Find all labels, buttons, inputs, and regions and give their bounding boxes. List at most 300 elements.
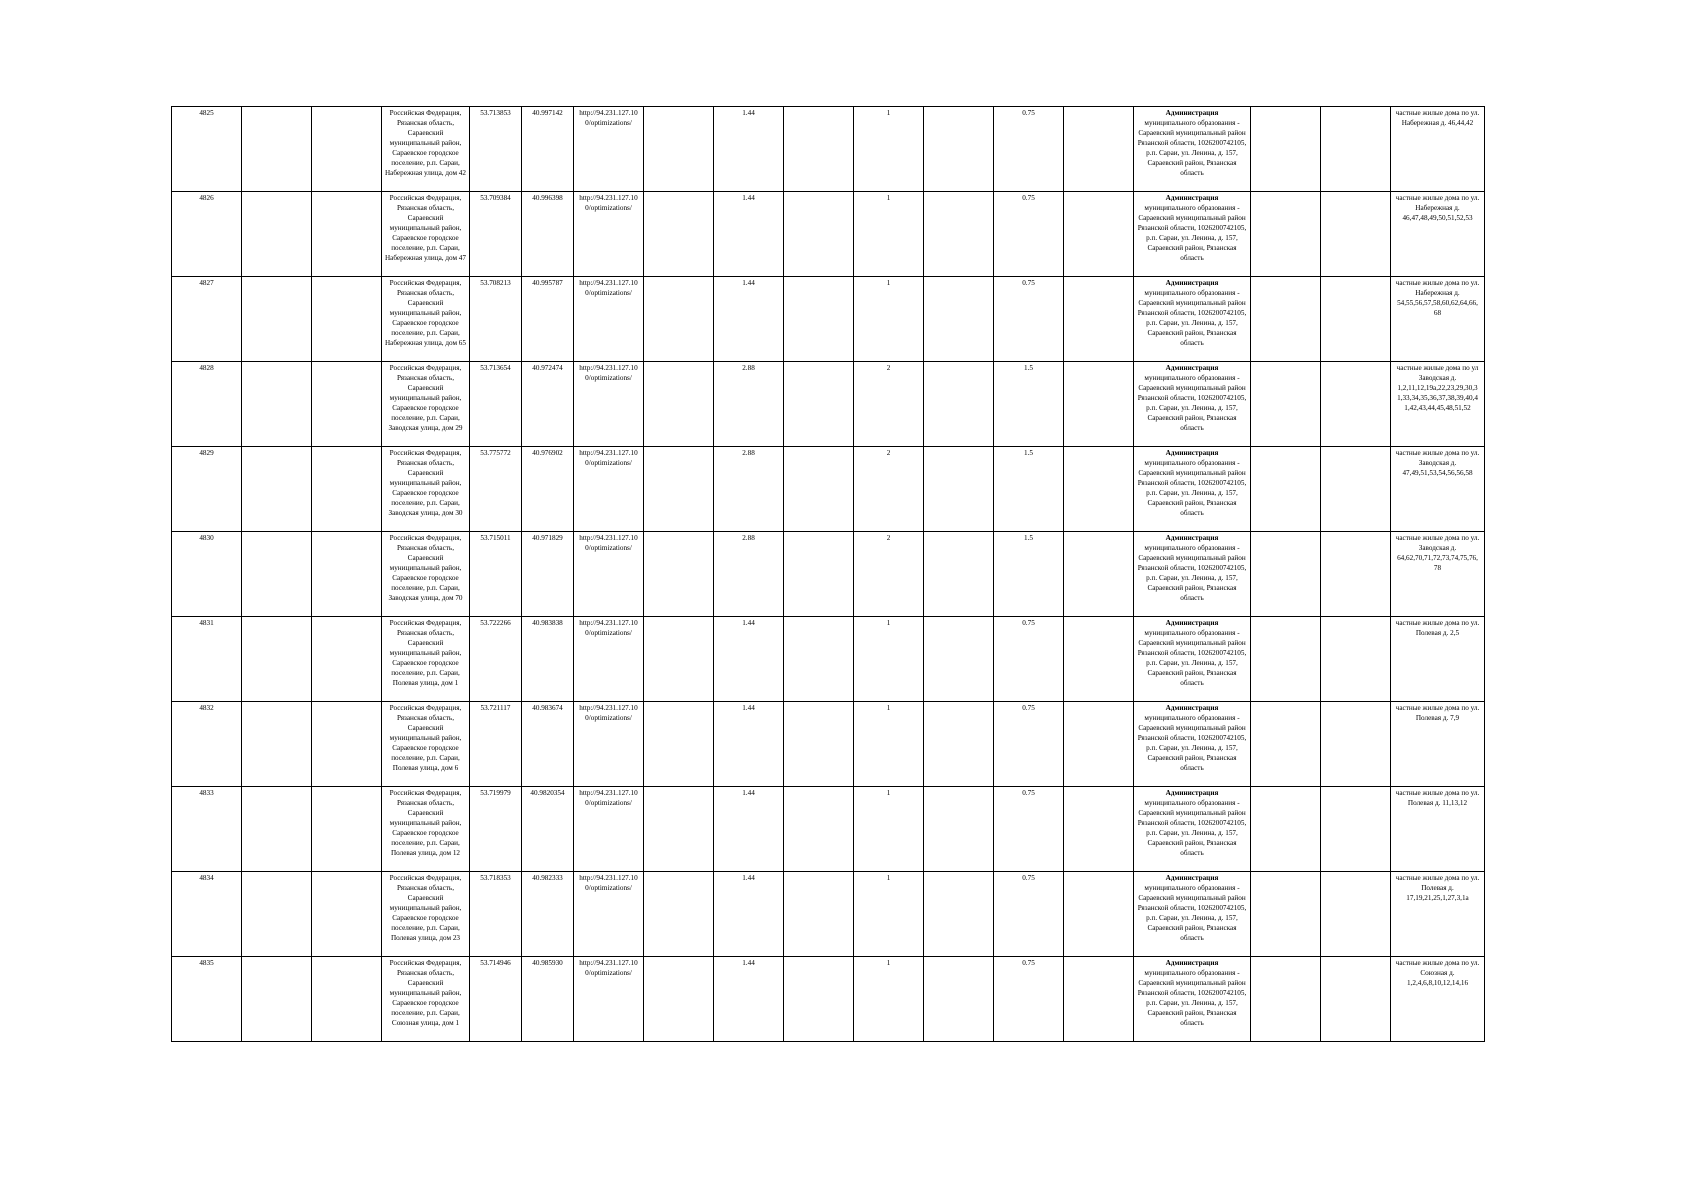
empty-cell — [1321, 277, 1391, 362]
volume-text: 1.44 — [742, 109, 755, 117]
link-cell — [574, 447, 644, 532]
table-row — [172, 787, 1485, 872]
served-houses-cell — [1391, 447, 1485, 532]
address-text: Российская Федерация, Рязанская область, Сараевский муниципальный район, Сараевское городское поселение, р.п. Сараи, Заводская улица, дом 30 — [388, 449, 463, 517]
empty-cell — [312, 872, 382, 957]
empty-cell — [644, 107, 714, 192]
longitude-text: 40.982333 — [532, 874, 563, 882]
empty-cell — [924, 362, 994, 447]
owner-cell — [1134, 447, 1251, 532]
capacity-text: 0.75 — [1022, 109, 1035, 117]
empty-cell — [784, 957, 854, 1042]
empty-cell — [1251, 957, 1321, 1042]
count-text: 2 — [886, 449, 891, 457]
served-houses-cell — [1391, 872, 1485, 957]
latitude-cell — [470, 957, 522, 1042]
capacity-cell — [994, 532, 1064, 617]
row-id: 4835 — [199, 959, 214, 967]
volume-cell — [714, 192, 784, 277]
volume-text: 1.44 — [742, 704, 755, 712]
count-cell — [854, 447, 924, 532]
empty-cell — [1251, 787, 1321, 872]
owner-cell — [1134, 362, 1251, 447]
empty-cell — [1321, 702, 1391, 787]
owner-details: муниципального образования - Сараевский муниципальный район Рязанской области, 1026200742105, р.п. Сараи, ул. Ленина, д. 157, Сараевский район, Рязанская область — [1137, 459, 1247, 517]
latitude-cell — [470, 277, 522, 362]
served-houses-cell — [1391, 532, 1485, 617]
owner-cell — [1134, 702, 1251, 787]
empty-cell — [784, 532, 854, 617]
empty-cell — [242, 277, 312, 362]
empty-cell — [242, 787, 312, 872]
count-cell — [854, 532, 924, 617]
capacity-cell — [994, 362, 1064, 447]
row-id: 4831 — [199, 619, 214, 627]
address-cell — [382, 277, 470, 362]
count-cell — [854, 787, 924, 872]
empty-cell — [1251, 192, 1321, 277]
served-houses-text: частные жилые дома по ул. Полевая д. 17,19,21,25,1,27,3,1а — [1395, 874, 1480, 902]
owner-title: Администрация — [1165, 109, 1219, 117]
table-row — [172, 532, 1485, 617]
volume-cell — [714, 872, 784, 957]
owner-details: муниципального образования - Сараевский муниципальный район Рязанской области, 1026200742105, р.п. Сараи, ул. Ленина, д. 157, Сараевский район, Рязанская область — [1137, 374, 1247, 432]
longitude-cell — [522, 957, 574, 1042]
count-text: 2 — [886, 364, 891, 372]
served-houses-text: частные жилые дома по ул. Заводская д. 64,62,70,71,72,73,74,75,76, 78 — [1395, 534, 1480, 572]
owner-title: Администрация — [1165, 534, 1219, 542]
link-cell — [574, 362, 644, 447]
capacity-text: 0.75 — [1022, 959, 1035, 967]
longitude-text: 40.972474 — [532, 364, 563, 372]
owner-details: муниципального образования - Сараевский муниципальный район Рязанской области, 1026200742105, р.п. Сараи, ул. Ленина, д. 157, Сараевский район, Рязанская область — [1137, 714, 1247, 772]
owner-cell — [1134, 277, 1251, 362]
owner-title: Администрация — [1165, 959, 1219, 967]
latitude-text: 53.722266 — [480, 619, 511, 627]
row-id — [172, 362, 242, 447]
link-cell — [574, 617, 644, 702]
latitude-cell — [470, 787, 522, 872]
count-text: 1 — [886, 619, 891, 627]
served-houses-text: частные жилые дома по ул. Заводская д. 47,49,51,53,54,56,56,58 — [1395, 449, 1480, 477]
empty-cell — [242, 447, 312, 532]
address-text: Российская Федерация, Рязанская область, Сараевский муниципальный район, Сараевское городское поселение, р.п. Сараи, Набережная улица, дом 42 — [384, 109, 466, 177]
volume-cell — [714, 787, 784, 872]
served-houses-cell — [1391, 362, 1485, 447]
owner-details: муниципального образования - Сараевский муниципальный район Рязанской области, 1026200742105, р.п. Сараи, ул. Ленина, д. 157, Сараевский район, Рязанская область — [1137, 799, 1247, 857]
address-cell — [382, 872, 470, 957]
address-text: Российская Федерация, Рязанская область, Сараевский муниципальный район, Сараевское городское поселение, р.п. Сараи, Полевая улица, дом 12 — [389, 789, 462, 857]
empty-cell — [312, 192, 382, 277]
capacity-text: 0.75 — [1022, 789, 1035, 797]
table-row — [172, 107, 1485, 192]
row-id: 4834 — [199, 874, 214, 882]
latitude-text: 53.775772 — [480, 449, 511, 457]
empty-cell — [644, 617, 714, 702]
count-text: 1 — [886, 789, 891, 797]
empty-cell — [784, 362, 854, 447]
owner-title: Администрация — [1165, 874, 1219, 882]
capacity-cell — [994, 107, 1064, 192]
volume-text: 2.88 — [742, 364, 755, 372]
empty-cell — [784, 447, 854, 532]
empty-cell — [1251, 702, 1321, 787]
latitude-cell — [470, 617, 522, 702]
owner-cell — [1134, 872, 1251, 957]
address-cell — [382, 532, 470, 617]
row-id — [172, 192, 242, 277]
row-id: 4826 — [199, 194, 214, 202]
count-cell — [854, 702, 924, 787]
row-id: 4825 — [199, 109, 214, 117]
longitude-text: 40.9820354 — [530, 789, 565, 797]
empty-cell — [1064, 617, 1134, 702]
empty-cell — [644, 702, 714, 787]
volume-cell — [714, 617, 784, 702]
count-cell — [854, 362, 924, 447]
address-cell — [382, 192, 470, 277]
address-cell — [382, 617, 470, 702]
owner-cell — [1134, 617, 1251, 702]
empty-cell — [1321, 362, 1391, 447]
empty-cell — [1064, 192, 1134, 277]
volume-text: 1.44 — [742, 874, 755, 882]
address-cell — [382, 957, 470, 1042]
owner-cell — [1134, 787, 1251, 872]
capacity-cell — [994, 617, 1064, 702]
capacity-text: 1.5 — [1024, 449, 1033, 457]
link-cell — [574, 192, 644, 277]
table-row — [172, 702, 1485, 787]
volume-text: 1.44 — [742, 194, 755, 202]
volume-text: 2.88 — [742, 449, 755, 457]
longitude-cell — [522, 192, 574, 277]
empty-cell — [312, 787, 382, 872]
empty-cell — [924, 702, 994, 787]
row-id — [172, 107, 242, 192]
capacity-text: 0.75 — [1022, 619, 1035, 627]
served-houses-text: частные жилые дома по ул. Набережная д. 46,44,42 — [1395, 109, 1480, 127]
empty-cell — [312, 617, 382, 702]
row-id — [172, 447, 242, 532]
owner-details: муниципального образования - Сараевский муниципальный район Рязанской области, 1026200742105, р.п. Сараи, ул. Ленина, д. 157, Сараевский район, Рязанская область — [1137, 884, 1247, 942]
address-cell — [382, 107, 470, 192]
empty-cell — [924, 617, 994, 702]
link-text[interactable]: http://94.231.127.10 0/optimizations/ — [579, 449, 638, 467]
empty-cell — [1321, 447, 1391, 532]
row-id — [172, 957, 242, 1042]
empty-cell — [924, 277, 994, 362]
served-houses-cell — [1391, 702, 1485, 787]
empty-cell — [312, 277, 382, 362]
longitude-text: 40.976902 — [532, 449, 563, 457]
owner-title: Администрация — [1165, 449, 1219, 457]
longitude-cell — [522, 617, 574, 702]
served-houses-cell — [1391, 787, 1485, 872]
longitude-cell — [522, 107, 574, 192]
latitude-cell — [470, 362, 522, 447]
longitude-text: 40.983674 — [532, 704, 563, 712]
empty-cell — [784, 617, 854, 702]
link-text[interactable]: http://94.231.127.10 0/optimizations/ — [579, 704, 638, 722]
served-houses-text: частные жилые дома по ул. Набережная д. 46,47,48,49,50,51,52,53 — [1395, 194, 1480, 222]
longitude-cell — [522, 362, 574, 447]
longitude-cell — [522, 277, 574, 362]
link-cell — [574, 702, 644, 787]
served-houses-cell — [1391, 107, 1485, 192]
capacity-cell — [994, 702, 1064, 787]
link-cell — [574, 957, 644, 1042]
empty-cell — [242, 362, 312, 447]
empty-cell — [1321, 192, 1391, 277]
longitude-cell — [522, 872, 574, 957]
empty-cell — [784, 702, 854, 787]
longitude-cell — [522, 702, 574, 787]
served-houses-cell — [1391, 277, 1485, 362]
empty-cell — [242, 532, 312, 617]
empty-cell — [312, 107, 382, 192]
row-id — [172, 872, 242, 957]
empty-cell — [242, 872, 312, 957]
capacity-cell — [994, 192, 1064, 277]
latitude-cell — [470, 192, 522, 277]
row-id: 4827 — [199, 279, 214, 287]
served-houses-cell — [1391, 192, 1485, 277]
empty-cell — [242, 107, 312, 192]
empty-cell — [1321, 532, 1391, 617]
table-row — [172, 192, 1485, 277]
latitude-text: 53.715011 — [480, 534, 511, 542]
served-houses-text: частные жилые дома по ул. Полевая д. 7,9 — [1395, 704, 1480, 722]
address-cell — [382, 362, 470, 447]
empty-cell — [1251, 447, 1321, 532]
served-houses-text: частные жилые дома по ул. Союзная д. 1,2,4,6,8,10,12,14,16 — [1395, 959, 1480, 987]
owner-title: Администрация — [1165, 279, 1219, 287]
empty-cell — [644, 362, 714, 447]
empty-cell — [1064, 702, 1134, 787]
count-text: 1 — [886, 704, 891, 712]
empty-cell — [1251, 872, 1321, 957]
latitude-cell — [470, 107, 522, 192]
owner-cell — [1134, 107, 1251, 192]
row-id: 4830 — [199, 534, 214, 542]
link-text[interactable]: http://94.231.127.10 0/optimizations/ — [579, 959, 638, 977]
served-houses-text: частные жилые дома по ул. Полевая д. 11,13,12 — [1395, 789, 1480, 807]
owner-cell — [1134, 192, 1251, 277]
empty-cell — [312, 702, 382, 787]
row-id: 4828 — [199, 364, 214, 372]
owner-details: муниципального образования - Сараевский муниципальный район Рязанской области, 1026200742105, р.п. Сараи, ул. Ленина, д. 157, Сараевский район, Рязанская область — [1137, 969, 1247, 1027]
count-cell — [854, 192, 924, 277]
empty-cell — [1064, 872, 1134, 957]
capacity-text: 0.75 — [1022, 874, 1035, 882]
capacity-cell — [994, 872, 1064, 957]
longitude-text: 40.995787 — [532, 279, 563, 287]
empty-cell — [924, 787, 994, 872]
latitude-text: 53.708213 — [480, 279, 511, 287]
empty-cell — [242, 957, 312, 1042]
empty-cell — [242, 192, 312, 277]
link-text[interactable]: http://94.231.127.10 0/optimizations/ — [579, 194, 638, 212]
address-cell — [382, 787, 470, 872]
capacity-text: 0.75 — [1022, 704, 1035, 712]
empty-cell — [644, 787, 714, 872]
address-text: Российская Федерация, Рязанская область, Сараевский муниципальный район, Сараевское городское поселение, р.п. Сараи, Набережная улица, дом 65 — [384, 279, 466, 347]
capacity-text: 0.75 — [1022, 194, 1035, 202]
owner-title: Администрация — [1165, 704, 1219, 712]
latitude-text: 53.721117 — [480, 704, 511, 712]
empty-cell — [312, 532, 382, 617]
empty-cell — [312, 957, 382, 1042]
table-row — [172, 617, 1485, 702]
volume-cell — [714, 957, 784, 1042]
latitude-cell — [470, 702, 522, 787]
volume-cell — [714, 362, 784, 447]
link-cell — [574, 872, 644, 957]
longitude-text: 40.997142 — [532, 109, 563, 117]
empty-cell — [1321, 957, 1391, 1042]
address-cell — [382, 447, 470, 532]
count-text: 1 — [886, 109, 891, 117]
row-id — [172, 787, 242, 872]
count-text: 1 — [886, 874, 891, 882]
owner-title: Администрация — [1165, 364, 1219, 372]
table-row — [172, 277, 1485, 362]
longitude-cell — [522, 787, 574, 872]
owner-details: муниципального образования - Сараевский муниципальный район Рязанской области, 1026200742105, р.п. Сараи, ул. Ленина, д. 157, Сараевский район, Рязанская область — [1137, 289, 1247, 347]
table-row — [172, 957, 1485, 1042]
owner-details: муниципального образования - Сараевский муниципальный район Рязанской области, 1026200742105, р.п. Сараи, ул. Ленина, д. 157, Сараевский район, Рязанская область — [1137, 204, 1247, 262]
volume-cell — [714, 107, 784, 192]
link-text[interactable]: http://94.231.127.10 0/optimizations/ — [579, 789, 638, 807]
address-text: Российская Федерация, Рязанская область, Сараевский муниципальный район, Сараевское городское поселение, р.п. Сараи, Союзная улица, дом 1 — [389, 959, 462, 1027]
row-id — [172, 277, 242, 362]
count-cell — [854, 957, 924, 1042]
table-row — [172, 362, 1485, 447]
longitude-cell — [522, 532, 574, 617]
capacity-text: 1.5 — [1024, 364, 1033, 372]
volume-text: 1.44 — [742, 789, 755, 797]
link-cell — [574, 532, 644, 617]
latitude-text: 53.719979 — [480, 789, 511, 797]
address-text: Российская Федерация, Рязанская область, Сараевский муниципальный район, Сараевское городское поселение, р.п. Сараи, Полевая улица, дом 6 — [389, 704, 462, 772]
table-row — [172, 447, 1485, 532]
address-text: Российская Федерация, Рязанская область, Сараевский муниципальный район, Сараевское городское поселение, р.п. Сараи, Набережная улица, дом 47 — [384, 194, 466, 262]
volume-text: 2.88 — [742, 534, 755, 542]
row-id — [172, 617, 242, 702]
link-text[interactable]: http://94.231.127.10 0/optimizations/ — [579, 279, 638, 297]
address-text: Российская Федерация, Рязанская область, Сараевский муниципальный район, Сараевское городское поселение, р.п. Сараи, Полевая улица, дом 23 — [389, 874, 462, 942]
link-text[interactable]: http://94.231.127.10 0/optimizations/ — [579, 109, 638, 127]
address-text: Российская Федерация, Рязанская область, Сараевский муниципальный район, Сараевское городское поселение, р.п. Сараи, Заводская улица, дом 29 — [388, 364, 463, 432]
address-text: Российская Федерация, Рязанская область, Сараевский муниципальный район, Сараевское городское поселение, р.п. Сараи, Заводская улица, дом 70 — [388, 534, 463, 602]
empty-cell — [312, 447, 382, 532]
empty-cell — [1321, 872, 1391, 957]
empty-cell — [924, 447, 994, 532]
capacity-text: 0.75 — [1022, 279, 1035, 287]
empty-cell — [784, 787, 854, 872]
longitude-text: 40.996398 — [532, 194, 563, 202]
served-houses-text: частные жилые дома по ул. Набережная д. 54,55,56,57,58,60,62,64,66, 68 — [1395, 279, 1480, 317]
volume-cell — [714, 447, 784, 532]
link-text[interactable]: http://94.231.127.10 0/optimizations/ — [579, 874, 638, 892]
capacity-cell — [994, 787, 1064, 872]
empty-cell — [1251, 617, 1321, 702]
owner-title: Администрация — [1165, 194, 1219, 202]
row-id — [172, 702, 242, 787]
empty-cell — [644, 532, 714, 617]
registry-table — [171, 106, 1485, 1042]
empty-cell — [1251, 532, 1321, 617]
empty-cell — [1064, 277, 1134, 362]
empty-cell — [1064, 107, 1134, 192]
row-id — [172, 532, 242, 617]
empty-cell — [784, 107, 854, 192]
count-cell — [854, 872, 924, 957]
volume-text: 1.44 — [742, 619, 755, 627]
latitude-text: 53.713654 — [480, 364, 511, 372]
empty-cell — [1064, 447, 1134, 532]
empty-cell — [784, 872, 854, 957]
empty-cell — [644, 277, 714, 362]
empty-cell — [242, 702, 312, 787]
empty-cell — [1064, 957, 1134, 1042]
count-text: 1 — [886, 279, 891, 287]
empty-cell — [924, 192, 994, 277]
link-text[interactable]: http://94.231.127.10 0/optimizations/ — [579, 534, 638, 552]
latitude-text: 53.714946 — [480, 959, 511, 967]
latitude-cell — [470, 532, 522, 617]
count-cell — [854, 617, 924, 702]
empty-cell — [784, 192, 854, 277]
empty-cell — [644, 192, 714, 277]
row-id: 4832 — [199, 704, 214, 712]
empty-cell — [924, 957, 994, 1042]
served-houses-text: частные жилые дома по ул Заводская д. 1,2,11,12,19a,22,23,29,30,3 1,33,34,35,36,37,38,39,40,4 1,42,43,44,45,48,51,52 — [1396, 364, 1479, 412]
count-text: 1 — [886, 194, 891, 202]
owner-cell — [1134, 532, 1251, 617]
served-houses-cell — [1391, 957, 1485, 1042]
longitude-text: 40.983838 — [532, 619, 563, 627]
served-houses-cell — [1391, 617, 1485, 702]
empty-cell — [1064, 532, 1134, 617]
empty-cell — [1251, 362, 1321, 447]
owner-details: муниципального образования - Сараевский муниципальный район Рязанской области, 1026200742105, р.п. Сараи, ул. Ленина, д. 157, Сараевский район, Рязанская область — [1137, 629, 1247, 687]
volume-text: 1.44 — [742, 959, 755, 967]
empty-cell — [312, 362, 382, 447]
empty-cell — [1064, 787, 1134, 872]
empty-cell — [924, 872, 994, 957]
empty-cell — [1251, 277, 1321, 362]
owner-details: муниципального образования - Сараевский муниципальный район Рязанской области, 1026200742105, р.п. Сараи, ул. Ленина, д. 157, Сараевский район, Рязанская область — [1137, 119, 1247, 177]
count-text: 1 — [886, 959, 891, 967]
empty-cell — [924, 532, 994, 617]
volume-cell — [714, 277, 784, 362]
latitude-text: 53.713853 — [480, 109, 511, 117]
link-text[interactable]: http://94.231.127.10 0/optimizations/ — [579, 364, 638, 382]
empty-cell — [242, 617, 312, 702]
volume-cell — [714, 532, 784, 617]
capacity-text: 1.5 — [1024, 534, 1033, 542]
owner-title: Администрация — [1165, 789, 1219, 797]
served-houses-text: частные жилые дома по ул. Полевая д. 2,5 — [1395, 619, 1480, 637]
empty-cell — [1251, 107, 1321, 192]
count-cell — [854, 107, 924, 192]
latitude-cell — [470, 447, 522, 532]
address-cell — [382, 702, 470, 787]
empty-cell — [644, 447, 714, 532]
link-text[interactable]: http://94.231.127.10 0/optimizations/ — [579, 619, 638, 637]
